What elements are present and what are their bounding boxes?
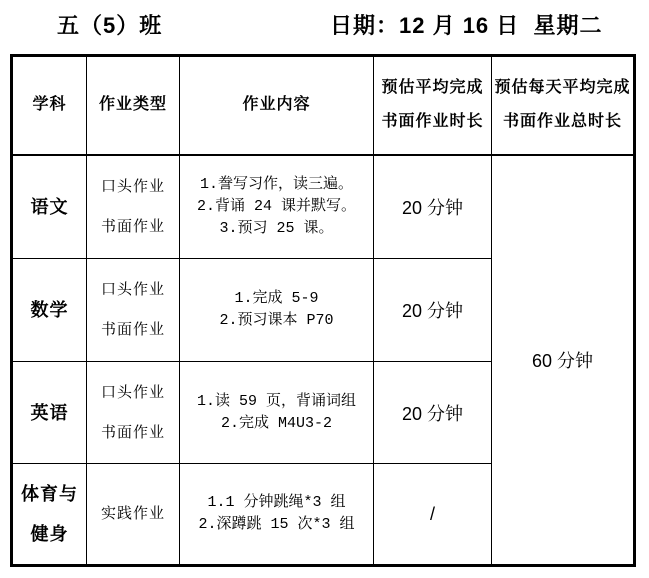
duration-cell: 20 分钟 xyxy=(374,259,492,362)
subject-label: 体育与 xyxy=(21,484,78,504)
homework-table xyxy=(10,54,636,567)
table-header-row xyxy=(12,56,635,155)
homework-content-cell xyxy=(180,464,374,566)
subject-cell xyxy=(12,259,87,362)
homework-content-cell xyxy=(180,155,374,259)
homework-content-line: 1.誊写习作，读三遍。 xyxy=(199,175,353,193)
total-duration-cell: 60 分钟 xyxy=(492,155,635,566)
homework-content-line: 3.预习 25 课。 xyxy=(219,219,334,237)
duration-cell: / xyxy=(374,464,492,566)
header-text: 作业类型 xyxy=(98,96,167,114)
header-text: 预估每天平均完成 xyxy=(494,79,631,97)
homework-content-cell xyxy=(180,259,374,362)
subject-cell xyxy=(12,155,87,259)
homework-type-cell xyxy=(87,362,180,464)
table-row-chinese xyxy=(12,155,635,259)
header-text: 作业内容 xyxy=(242,96,311,114)
homework-content-line: 1.1 分钟跳绳*3 组 xyxy=(207,494,346,511)
subject-label: 英语 xyxy=(30,402,69,423)
homework-type-cell xyxy=(87,155,180,259)
homework-content-line: 1.完成 5-9 xyxy=(234,290,319,307)
homework-content-line: 2.完成 M4U3-2 xyxy=(220,414,332,432)
homework-content-line: 1.读 59 页，背诵词组 xyxy=(196,392,356,410)
date-line: 日期：12 月 16 日 星期二 xyxy=(330,13,603,38)
duration-cell: 20 分钟 xyxy=(374,155,492,259)
subject-cell xyxy=(12,464,87,566)
subject-cell xyxy=(12,362,87,464)
subject-label: 数学 xyxy=(30,300,69,320)
homework-type-label: 口头作业 xyxy=(100,177,165,195)
col-header-total-written-duration xyxy=(492,56,635,155)
homework-type-label: 口头作业 xyxy=(100,281,165,298)
homework-type-cell xyxy=(87,464,180,566)
homework-type-label: 书面作业 xyxy=(100,423,165,441)
homework-content-line: 2.预习课本 P70 xyxy=(219,312,334,329)
col-header-subject xyxy=(12,56,87,155)
header-text: 书面作业时长 xyxy=(381,113,484,131)
homework-content-line: 2.背诵 24 课并默写。 xyxy=(196,197,356,215)
col-header-avg-written-duration xyxy=(374,56,492,155)
homework-type-cell xyxy=(87,259,180,362)
homework-type-label: 书面作业 xyxy=(100,217,165,235)
col-header-homework-content xyxy=(180,56,374,155)
header-text: 预估平均完成 xyxy=(381,79,484,97)
subject-label: 语文 xyxy=(30,196,69,217)
subject-label: 健身 xyxy=(30,524,69,544)
homework-content-cell xyxy=(180,362,374,464)
header-text: 学科 xyxy=(32,96,67,114)
homework-type-label: 口头作业 xyxy=(100,383,165,401)
class-name: 五（5）班 xyxy=(57,13,163,38)
col-header-homework-type xyxy=(87,56,180,155)
header-text: 书面作业总时长 xyxy=(502,113,622,131)
homework-content-line: 2.深蹲跳 15 次*3 组 xyxy=(198,516,355,533)
homework-type-label: 书面作业 xyxy=(100,321,165,338)
homework-type-label: 实践作业 xyxy=(100,505,165,522)
duration-cell: 20 分钟 xyxy=(374,362,492,464)
